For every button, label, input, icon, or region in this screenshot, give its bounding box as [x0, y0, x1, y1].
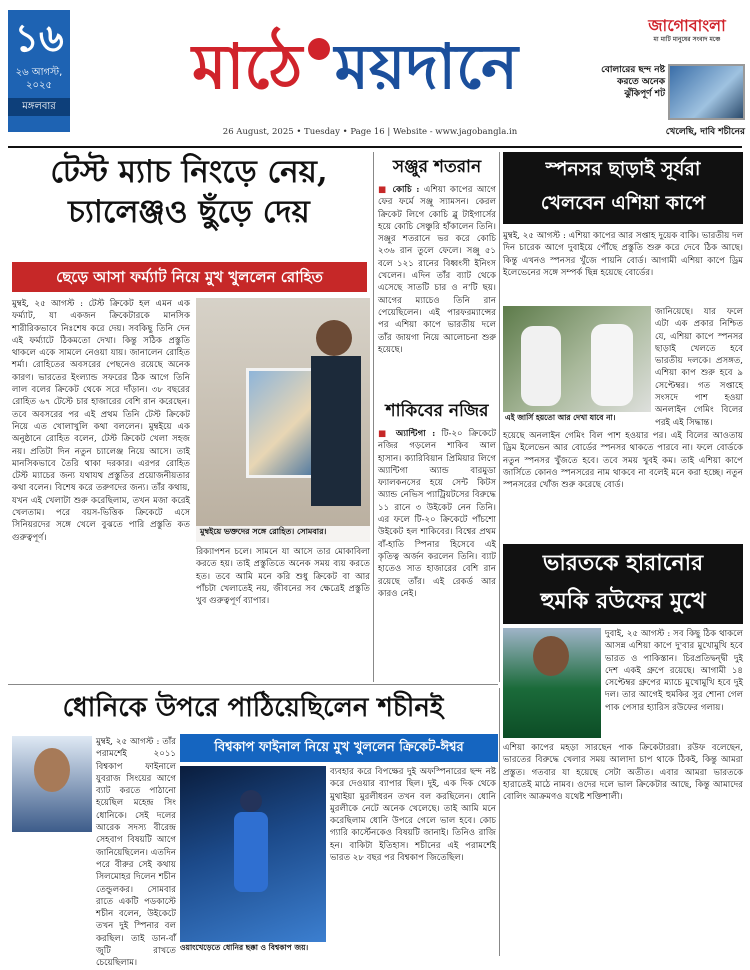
- section-rule: [8, 684, 498, 685]
- rauf-headline-line-2: হুমকি রউফের মুখে: [540, 588, 706, 614]
- promo-box[interactable]: [600, 64, 745, 144]
- sachin-subhead: বিশ্বকাপ ফাইনাল নিয়ে মুখ খুললেন ক্রিকেট-ঈশ্বর: [180, 734, 498, 762]
- column-divider: [373, 152, 374, 682]
- page-number: ১৬: [14, 16, 64, 60]
- surya-headline: [503, 152, 743, 224]
- sachin-face: [34, 748, 70, 792]
- rohit-headline-line-2: চ্যালেঞ্জও ছুঁড়ে দেয়: [68, 194, 310, 230]
- rohit-figure: [316, 320, 352, 356]
- sanju-text: এশিয়া কাপের আগে ফের ফর্মে সঞ্জু স্যামসন। কেরল ক্রিকেট লিগে কোচি ব্লু টাইগার্সের হয়ে কোচি সেঞ্চুরি হাঁকালেন তিনি। সঞ্জুর শতরানে ভর করে কোচি ২৩৬ রান তুলে ফেলে। সঞ্জু ৫১ বলে ১২১ রানের বিধ্বংসী ইনিংস খেলেন। এদিন তাঁর ব্যাট থেকে এসেছে সাতটি চার ও ন'টি ছয়। আগের ম্যাচেও তিনি রান পেয়েছিলেন। এই পারফরম্যান্সের পর এশিয়া কাপে ভারতীয় দলে তাঁর জায়গা নিয়ে আলোচনা শুরু হয়েছে।: [378, 185, 496, 355]
- dateline: 26 August, 2025 • Tuesday • Page 16 | Website - www.jagobangla.in: [222, 127, 518, 137]
- surya-body-top: মুম্বই, ২৫ আগস্ট : এশিয়া কাপের আর সপ্তাহ দুয়েক বাকি। ভারতীয় দল দিন চারেক আগে দুবাইয়ে পৌঁছে প্রস্তুতি শুরু করে দেবে ঠিক আছে। কিন্তু এখনও স্পনসর খুঁজে পায়নি বোর্ড। আগামী এশিয়া কাপে ড্রিম ইলেভেনের সঙ্গে সম্পর্ক ছিন্ন হয়েছে বোর্ডের।: [503, 231, 743, 278]
- column-divider-3: [499, 688, 500, 956]
- surya-body-bottom: হয়েছে অনলাইন গেমিং বিল পাশ হওয়ার পর। এই বিলের আওতায় ড্রিম ইলেভেন আর বোর্ডের স্পনসর থাকতে পারবে না। ফলে বোর্ডকে নতুন স্পনসর খুঁজতে হবে। তবে সময় খুবই কম। তাই এশিয়া কাপে জার্সিতে কোনও স্পনসরের নাম থাকবে না বলেই মনে করা হচ্ছে। নতুন স্পনসরের খোঁজ শুরু করেছে বোর্ড।: [503, 431, 743, 491]
- header-rule: [8, 146, 742, 148]
- football-icon: [308, 38, 330, 60]
- sachin-body-left-bottom: [12, 842, 176, 954]
- sanju-dateline-marker: ■: [378, 185, 393, 195]
- surya-photo: [503, 306, 651, 426]
- surya-headline-line-2: খেলবেন এশিয়া কাপে: [540, 192, 706, 214]
- dhoni-figure: [234, 812, 268, 892]
- rohit-figure-body: [311, 356, 361, 506]
- shakib-dateline-marker: ■: [378, 429, 396, 439]
- rauf-body-bottom: এশিয়া কাপের মহড়া সারছেন পাক ক্রিকেটাররা। রউফ বলেছেন, ভারতের বিরুদ্ধে খেলার সময় আলাদা চাপ থাকে ঠিকই, কিন্তু আমরা প্রস্তুত। গতবার যা হয়েছে সেটা অতীত। এবার আমরা ভারতকে হারাতেই মাঠে নামব। ওদের দলে ভাল ক্রিকেটার আছে, কিন্তু আমাদের বোলিং আক্রমণও যথেষ্ট শক্তিশালী।: [503, 743, 743, 803]
- page-number-box: [8, 10, 70, 132]
- surya-body-right: জানিয়েছে। যার ফলে এটা এক প্রকার নিশ্চিত যে, এশিয়া কাপে স্পনসর ছাড়াই খেলতে হবে ভারতীয় দলকে। প্রসঙ্গত, এশিয়া কাপ শুরু হবে ৯ সেপ্টেম্বর। গত সপ্তাহে সংসদে পাশ হওয়া অনলাইন গেমিং বিলের পরই এই সিদ্ধান্ত।: [655, 307, 743, 428]
- sachin-body-left-top: মুম্বই, ২৫ আগস্ট : তাঁর পরামর্শেই ২০১১ বিশ্বকাপ ফাইনালে যুবরাজ সিংয়ের আগে ব্যাট করতে পাঠানো হয়েছিল মহেন্দ্র সিং ধোনিকে। সেই দলের আরেক সদস্য বীরেন্দ্র সেহবাগ বিষয়টি আগে জানিয়েছিলেন। এতদিন পরে বীরুর সেই কথায় সিলমোহর দিলেন শচীন তেন্ডুলকর। সোমবার রাতে একটি পডকাস্টে শচীন বলেন, উইকেটে তখন দুই স্পিনার বল করছিল। তাই ডান-বাঁ জুটি রাখতে চেয়েছিলাম।: [96, 737, 176, 969]
- promo-caption: খেলেছি, দাবি শচীনের: [665, 127, 745, 137]
- rauf-headline: [503, 544, 743, 624]
- surya-photo-caption: এই জার্সি হয়তো আর দেখা যাবে না।: [503, 412, 651, 426]
- shakib-text: টি-২০ ক্রিকেটে নজির গড়লেন শাকিব আল হাসান। ক্যারিবিয়ান প্রিমিয়ার লিগে অ্যান্টিগা অ্যান্ড বারমুডা ফ্যালকনসের হয়ে সেন্ট কিটস অ্যান্ড নেভিস প্যাট্রিয়টসের বিরুদ্ধে ১১ রানে ৩ উইকেট নেন তিনি। এর ফলে টি-২০ ক্রিকেটে পাঁচশো উইকেট হল শাকিবের। বিশ্বের প্রথম বাঁ-হাতি স্পিনার হিসেবে এই কৃতিত্ব অর্জন করলেন তিনি। ব্যাট হাতেও সাত হাজারের বেশি রান রয়েছে তাঁর। এই রেকর্ড আর কারও নেই।: [378, 429, 497, 599]
- rauf-photo: [503, 628, 601, 738]
- issue-day: মঙ্গলবার: [8, 98, 70, 116]
- masthead-right: ময়দানে: [334, 30, 519, 103]
- masthead: [150, 12, 560, 132]
- rohit-photo: [196, 298, 370, 542]
- rohit-body-left: মুম্বই, ২৫ আগস্ট : টেস্ট ক্রিকেট হল এমন এক ফর্ম্যাট, যা একজন ক্রিকেটারকে মানসিক শারীরিকভাবে নিঃশেষ করে দেয়। সবকিছু তিনি দেন এই ফর্ম্যাটে ঠিকমতো দেখা। কিন্তু সঠিক প্রস্তুতি থাকলে একে সামলে নেওয়া যায়। জানালেন রোহিত শর্মা। রোহিতের অবসরের পেছনেও রয়েছে অনেক কারণ। ভারতের ইংল্যান্ড সফরের ঠিক আগে তিনি লাল বলের ক্রিকেট থেকে সরে দাঁড়ান। ৩৮ বছরের রোহিত ৬৭ টেস্টে চার হাজারের বেশি রান করেছেন। তবে অবসরের পর এই প্রথম তিনি টেস্ট ক্রিকেট নিয়ে এত খোলাখুলি কথা বললেন। মুম্বইয়ে এক অনুষ্ঠানে রোহিত বলেন, টেস্ট ক্রিকেট খেলা সহজ নয়। প্রতিটা দিন নতুন চ্যালেঞ্জ নিয়ে আসে। তাই মানসিকভাবে তৈরি থাকা দরকার। এরপর রোহিত টেস্ট ম্যাচের জন্য যথাযথ প্রস্তুতির প্রয়োজনীয়তার কথা বলেন। বিশেষ করে তরুণদের জন্য। তাঁর কথায়, যখন এই খেলাটা শুরু করেছিলাম, তখন মজা করেই খেলতাম। পরে বয়স-ভিত্তিক ক্রিকেটে এসে সিনিয়রদের সঙ্গে খেলে বুঝতে পারি প্রস্তুতি কত গুরুত্বপূর্ণ।: [12, 299, 190, 543]
- issue-date: ২৬ আগস্ট, ২০২৫: [15, 67, 63, 91]
- gambhir-figure: [591, 324, 633, 406]
- sanju-heading: সঞ্জুর শতরান: [392, 157, 482, 177]
- promo-text: বোলারের ছন্দ নষ্ট করতে অনেক ঝুঁকিপূর্ণ শট: [601, 65, 665, 99]
- rohit-headline-line-1: টেস্ট ম্যাচ নিংড়ে নেয়,: [50, 154, 328, 190]
- rohit-photo-caption: মুম্বইয়ে ভক্তদের সঙ্গে রোহিত। সোমবার।: [196, 526, 370, 542]
- dhoni-helmet: [240, 790, 262, 812]
- shakib-heading: শাকিবের নজির: [385, 401, 489, 421]
- rohit-subhead: ছেড়ে আসা ফর্ম্যাট নিয়ে মুখ খুললেন রোহিত: [12, 262, 367, 292]
- dhoni-photo-caption: ওয়াংখেড়েতে ধোনির ছক্কা ও বিশ্বকাপ জয়।: [180, 943, 309, 952]
- promo-photo: [668, 64, 745, 120]
- rauf-face: [533, 636, 569, 676]
- sachin-photo: [12, 736, 92, 832]
- shakib-body: [378, 428, 496, 682]
- rohit-body-mid: রিক্যাপশন চলে। সামনে যা আসে তার মোকাবিলা করতে হয়। তাই প্রস্তুতিতে অনেক সময় ব্যয় করতে হত। তবে আমি মনে করি শুধু ক্রিকেট বা আর পাঁচটা খেলাতেই নয়, জীবনের সব ক্ষেত্রেই প্রস্তুতি খুব গুরুত্বপূর্ণ ব্যাপার।: [196, 547, 370, 607]
- brand-logo: [632, 16, 742, 48]
- rohit-headline: [8, 152, 370, 240]
- shakib-dateline: অ্যান্টিগা :: [395, 429, 436, 439]
- sanju-dateline: কোচি :: [392, 185, 420, 195]
- sachin-headline: ধোনিকে উপরে পাঠিয়েছিলেন শচীনই: [62, 693, 444, 723]
- masthead-left: মাঠে: [191, 30, 303, 103]
- brand-name: জাগোবাংলা: [648, 16, 726, 35]
- sanju-body: [378, 184, 496, 392]
- rauf-headline-line-1: ভারতকে হারানোর: [542, 550, 704, 576]
- column-divider-2: [499, 152, 500, 682]
- dhoni-photo: [180, 766, 326, 942]
- sachin-body-right: ব্যবহার করে বিপক্ষের দুই অফস্পিনারের ছন্দ নষ্ট করে দেওয়ার ব্যাপার ছিল। দুই, এক দিক থেকে মুথাইয়া মুরলীধরন তখন বল করছিলেন। ধোনি মুরলীকে নেটে অনেক খেলেছে। তাই আমি মনে করেছিলাম ধোনি উপরে গেলে ভাল হবে। কোচ গ্যারি কার্স্টেনকেও বিষয়টি জানাই। তিনিও রাজি হন। বাকিটা ইতিহাস। শচীনের এই পরামর্শেই ভারত ২৮ বছর পর বিশ্বকাপ জিতেছিল।: [330, 767, 496, 864]
- brand-tagline: মা মাটি মানুষের সংবাদ মঞ্চে: [653, 36, 721, 43]
- surya-headline-line-1: স্পনসর ছাড়াই সূর্যরা: [545, 158, 701, 180]
- surya-figure: [521, 326, 561, 406]
- rauf-body-right: দুবাই, ২৫ আগস্ট : সব কিছু ঠিক থাকলে আসন্ন এশিয়া কাপে দু'বার মুখোমুখি হবে ভারত ও পাকিস্তান। চিরপ্রতিদ্বন্দ্বী দুই দেশ একই গ্রুপে রয়েছে। আগামী ১৪ সেপ্টেম্বর গ্রুপের ম্যাচে মুখোমুখি হবে দুই দল। তার আগেই হুমকির সুর শোনা গেল পাক পেসার হ্যারিস রউফের গলায়।: [605, 629, 743, 713]
